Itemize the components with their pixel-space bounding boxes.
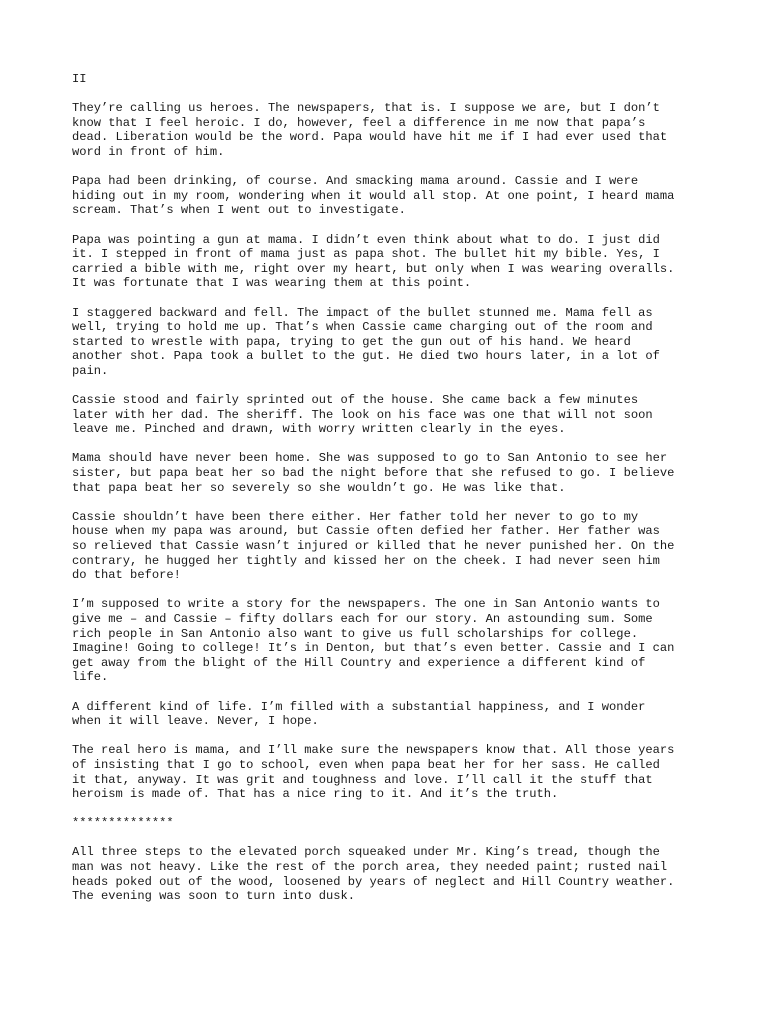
text-line: later with her dad. The sheriff. The look on his face was one that will not soon xyxy=(72,407,653,422)
text-line: All three steps to the elevated porch squeaked under Mr. King’s tread, though the xyxy=(72,845,660,860)
text-line: A different kind of life. I’m filled with a substantial happiness, and I wonder xyxy=(72,699,646,714)
text-line: know that I feel heroic. I do, however, feel a difference in me now that papa’s xyxy=(72,115,646,130)
text-line: man was not heavy. Like the rest of the porch area, they needed paint; rusted nail xyxy=(72,860,668,875)
text-line: word in front of him. xyxy=(72,144,225,159)
text-line: it that, anyway. It was grit and toughness and love. I’ll call it the stuff that xyxy=(72,772,653,787)
text-line: give me – and Cassie – fifty dollars each for our story. An astounding sum. Some xyxy=(72,611,653,626)
text-line: I staggered backward and fell. The impact of the bullet stunned me. Mama fell as xyxy=(72,305,653,320)
text-line: scream. That’s when I went out to investigate. xyxy=(72,203,406,218)
text-line: pain. xyxy=(72,363,109,378)
text-line: The evening was soon to turn into dusk. xyxy=(72,889,356,904)
text-line: The real hero is mama, and I’ll make sure the newspapers know that. All those years xyxy=(72,743,675,758)
closing-paragraph xyxy=(72,845,704,903)
text-line: Imagine! Going to college! It’s in Denton, but that’s even better. Cassie and I can xyxy=(72,641,675,656)
text-line: heroism is made of. That has a nice ring to it. And it’s the truth. xyxy=(72,787,559,802)
text-line: dead. Liberation would be the word. Papa would have hit me if I had ever used that xyxy=(72,130,668,145)
paragraph xyxy=(72,101,704,159)
text-line: it. I stepped in front of mama just as papa shot. The bullet hit my bible. Yes, I xyxy=(72,247,660,262)
paragraph xyxy=(72,451,704,495)
text-line: Cassie stood and fairly sprinted out of the house. She came back a few minutes xyxy=(72,393,639,408)
text-line: Cassie shouldn’t have been there either. Her father told her never to go to my xyxy=(72,509,639,524)
text-line: get away from the blight of the Hill Country and experience a different kind of xyxy=(72,655,646,670)
text-line: started to wrestle with papa, trying to get the gun out of his hand. We heard xyxy=(72,334,631,349)
text-line: Papa had been drinking, of course. And smacking mama around. Cassie and I were xyxy=(72,174,639,189)
text-line: of insisting that I go to school, even when papa beat her for her sass. He called xyxy=(72,757,660,772)
paragraph xyxy=(72,233,704,291)
text-line: They’re calling us heroes. The newspapers, that is. I suppose we are, but I don’t xyxy=(72,101,660,116)
text-line: well, trying to hold me up. That’s when Cassie came charging out of the room and xyxy=(72,320,653,335)
paragraph xyxy=(72,306,704,379)
text-line: It was fortunate that I was wearing them at this point. xyxy=(72,276,472,291)
text-line: life. xyxy=(72,670,109,685)
text-line: contrary, he hugged her tightly and kissed her on the cheek. I had never seen him xyxy=(72,553,660,568)
text-line: leave me. Pinched and drawn, with worry written clearly in the eyes. xyxy=(72,422,566,437)
text-line: Papa was pointing a gun at mama. I didn’t even think about what to do. I just did xyxy=(72,232,660,247)
paragraph xyxy=(72,510,704,583)
paragraph xyxy=(72,743,704,801)
text-line: sister, but papa beat her so bad the night before that she refused to go. I believe xyxy=(72,466,675,481)
text-line: Mama should have never been home. She was supposed to go to San Antonio to see her xyxy=(72,451,668,466)
text-line: I’m supposed to write a story for the newspapers. The one in San Antonio wants to xyxy=(72,597,660,612)
text-line: another shot. Papa took a bullet to the gut. He died two hours later, in a lot of xyxy=(72,349,660,364)
text-line: hiding out in my room, wondering when it would all stop. At one point, I heard mama xyxy=(72,188,675,203)
text-line: heads poked out of the wood, loosened by years of neglect and Hill Country weather. xyxy=(72,874,675,889)
text-line: so relieved that Cassie wasn’t injured or killed that he never punished her. On the xyxy=(72,539,675,553)
section-separator: ************** xyxy=(72,816,174,831)
chapter-heading: II xyxy=(72,72,87,86)
paragraph xyxy=(72,393,704,437)
paragraph xyxy=(72,174,704,218)
text-line: do that before! xyxy=(72,568,181,583)
text-line: house when my papa was around, but Cassie often defied her father. Her father was xyxy=(72,524,660,539)
story-body xyxy=(72,101,704,802)
text-line: carried a bible with me, right over my heart, but only when I was wearing overalls. xyxy=(72,261,675,276)
text-line: that papa beat her so severely so she wouldn’t go. He was like that. xyxy=(72,480,566,495)
paragraph xyxy=(72,597,704,685)
text-line: when it will leave. Never, I hope. xyxy=(72,714,319,729)
text-line: rich people in San Antonio also want to give us full scholarships for college. xyxy=(72,626,639,641)
paragraph xyxy=(72,700,704,729)
